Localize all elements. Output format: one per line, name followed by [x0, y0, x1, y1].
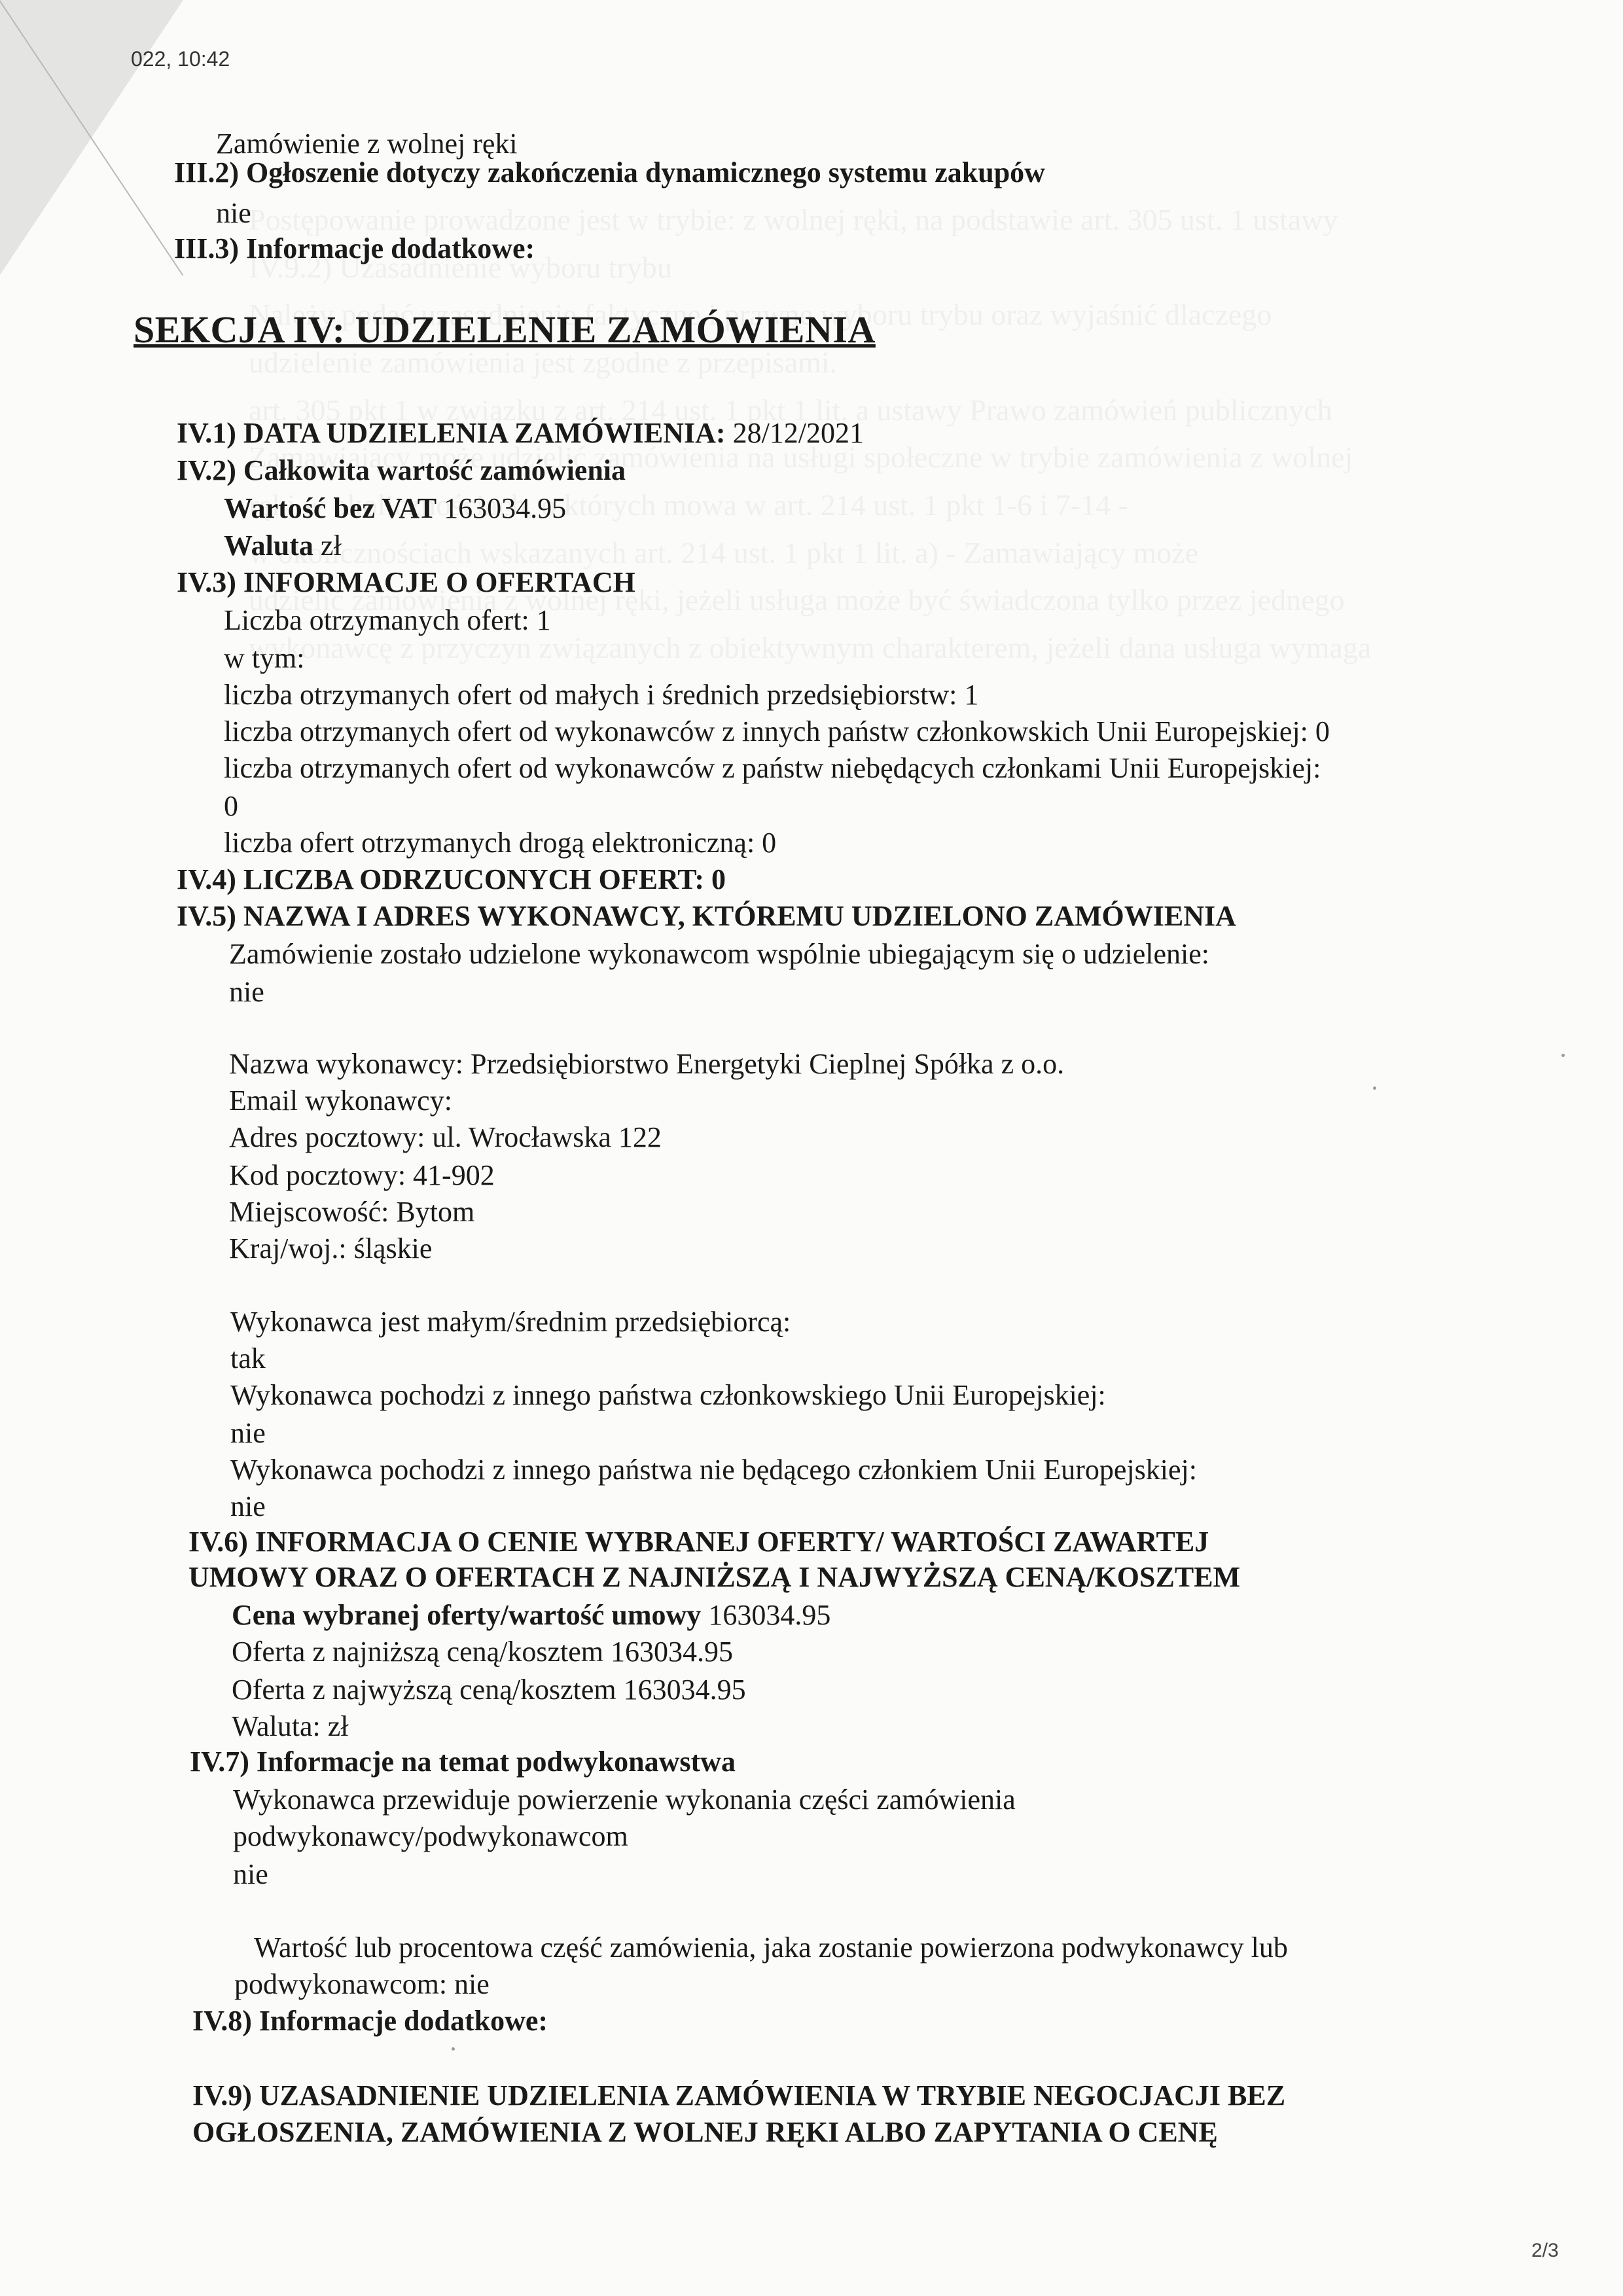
- offers-non-eu-states-value: 0: [224, 790, 238, 822]
- scan-speck: [1373, 1086, 1376, 1090]
- non-eu-origin-question: Wykonawca pochodzi z innego państwa nie będącego członkiem Unii Europejskiej:: [230, 1454, 1197, 1486]
- offers-eu-states: liczba otrzymanych ofert od wykonawców z innych państw członkowskich Unii Europejskiej: 0: [224, 715, 1330, 747]
- joint-award-value: nie: [229, 976, 264, 1008]
- heading-iii-3: III.3) Informacje dodatkowe:: [174, 232, 535, 264]
- offers-including: w tym:: [224, 642, 305, 674]
- joint-award-question: Zamówienie zostało udzielone wykonawcom wspólnie ubiegającym się o udzielenie:: [229, 938, 1209, 970]
- heading-iv-9-line1: IV.9) UZASADNIENIE UDZIELENIA ZAMÓWIENIA W TRYBIE NEGOCJACJI BEZ: [192, 2079, 1286, 2111]
- offers-received: Liczba otrzymanych ofert: 1: [224, 604, 551, 636]
- highest-offer: Oferta z najwyższą ceną/kosztem 163034.95: [232, 1674, 746, 1706]
- value-without-vat-amount: 163034.95: [444, 492, 567, 524]
- heading-iv-6-line2: UMOWY ORAZ O OFERTACH Z NAJNIŻSZĄ I NAJWYŻSZĄ CENĄ/KOSZTEM: [188, 1561, 1241, 1593]
- eu-origin-value: nie: [230, 1417, 266, 1449]
- subcontracting-value: nie: [233, 1858, 268, 1890]
- currency-label: Waluta: [224, 529, 313, 562]
- section-title: SEKCJA IV: UDZIELENIE ZAMÓWIENIA: [134, 308, 876, 351]
- print-timestamp: 022, 10:42: [131, 47, 230, 71]
- contractor-email: Email wykonawcy:: [229, 1085, 452, 1117]
- contractor-name: Nazwa wykonawcy: Przedsiębiorstwo Energetyki Cieplnej Spółka z o.o.: [229, 1048, 1065, 1080]
- heading-iii-2: III.2) Ogłoszenie dotyczy zakończenia dynamicznego systemu zakupów: [174, 156, 1045, 188]
- award-date-value: 28/12/2021: [732, 417, 865, 449]
- value-without-vat-label: Wartość bez VAT: [224, 492, 437, 524]
- iii-2-value: nie: [216, 197, 251, 229]
- award-date-line: [177, 416, 864, 450]
- value-without-vat-line: [224, 492, 566, 525]
- heading-iv-5: IV.5) NAZWA I ADRES WYKONAWCY, KTÓREMU UDZIELONO ZAMÓWIENIA: [177, 900, 1236, 932]
- eu-origin-question: Wykonawca pochodzi z innego państwa członkowskiego Unii Europejskiej:: [230, 1379, 1106, 1411]
- offers-non-eu-states: liczba otrzymanych ofert od wykonawców z państw niebędących członkami Unii Europejskiej:: [224, 752, 1321, 784]
- contractor-city: Miejscowość: Bytom: [229, 1196, 475, 1228]
- sme-value: tak: [230, 1342, 266, 1374]
- heading-iv-9-line2: OGŁOSZENIA, ZAMÓWIENIA Z WOLNEJ RĘKI ALBO ZAPYTANIA O CENĘ: [192, 2116, 1218, 2148]
- sme-question: Wykonawca jest małym/średnim przedsiębiorcą:: [230, 1306, 791, 1338]
- currency-line: [224, 529, 342, 562]
- procedure-type: Zamówienie z wolnej ręki: [216, 128, 518, 160]
- heading-iv-4: IV.4) LICZBA ODRZUCONYCH OFERT: 0: [177, 863, 726, 895]
- contractor-address: Adres pocztowy: ul. Wrocławska 122: [229, 1121, 662, 1153]
- selected-offer-label: Cena wybranej oferty/wartość umowy: [232, 1599, 702, 1631]
- selected-offer-value: 163034.95: [708, 1599, 831, 1631]
- award-date-label: IV.1) DATA UDZIELENIA ZAMÓWIENIA:: [177, 417, 726, 449]
- heading-iv-7: IV.7) Informacje na temat podwykonawstwa: [190, 1746, 736, 1778]
- currency-value: zł: [320, 529, 342, 562]
- heading-iv-2: IV.2) Całkowita wartość zamówienia: [177, 454, 626, 486]
- lowest-offer: Oferta z najniższą ceną/kosztem 163034.95: [232, 1636, 734, 1668]
- scan-speck: [452, 2047, 455, 2051]
- page-number: 2/3: [1531, 2240, 1559, 2261]
- contractor-postcode: Kod pocztowy: 41-902: [229, 1159, 495, 1191]
- heading-iv-6-line1: IV.6) INFORMACJA O CENIE WYBRANEJ OFERTY/ WARTOŚCI ZAWARTEJ: [188, 1526, 1209, 1558]
- offers-currency: Waluta: zł: [232, 1710, 349, 1742]
- non-eu-origin-value: nie: [230, 1490, 266, 1522]
- subcontracting-question-line1: Wykonawca przewiduje powierzenie wykonania części zamówienia: [233, 1784, 1016, 1816]
- subcontract-share-line1: Wartość lub procentowa część zamówienia, jaka zostanie powierzona podwykonawcy lub: [254, 1931, 1288, 1964]
- offers-electronic: liczba ofert otrzymanych drogą elektroniczną: 0: [224, 827, 777, 859]
- subcontract-share-line2: podwykonawcom: nie: [234, 1968, 490, 2000]
- scan-speck: [1561, 1054, 1565, 1057]
- heading-iv-8: IV.8) Informacje dodatkowe:: [192, 2005, 548, 2037]
- selected-offer-line: [232, 1598, 830, 1632]
- subcontracting-question-line2: podwykonawcy/podwykonawcom: [233, 1820, 628, 1852]
- offers-sme: liczba otrzymanych ofert od małych i średnich przedsiębiorstw: 1: [224, 679, 979, 711]
- heading-iv-3: IV.3) INFORMACJE O OFERTACH: [177, 566, 635, 598]
- contractor-region: Kraj/woj.: śląskie: [229, 1232, 433, 1265]
